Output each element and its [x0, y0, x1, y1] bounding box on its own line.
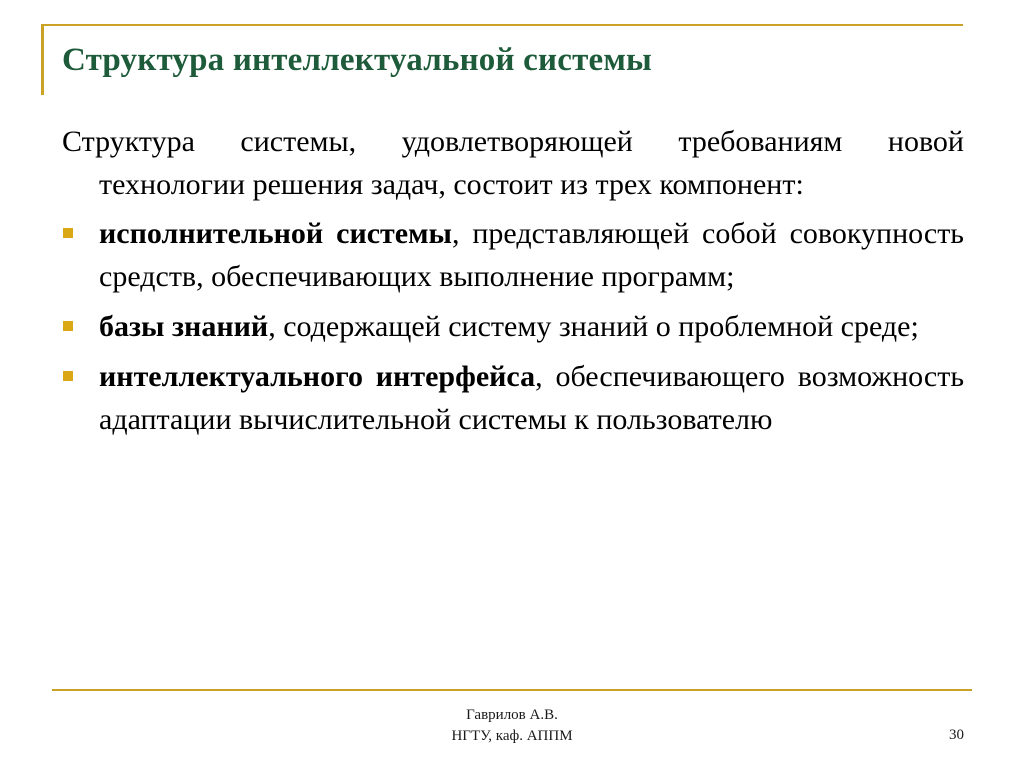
- footer-author: Гаврилов А.В.: [466, 707, 558, 723]
- bullet-item-intelligent-interface: [62, 355, 964, 441]
- bullet-text: , представляющей собой совокупность средств, обеспечивающих выполнение программ;: [99, 217, 964, 293]
- bullet-item-knowledge-base: [62, 305, 964, 348]
- square-bullet-icon: [63, 228, 73, 238]
- footer-credits: [0, 705, 1024, 747]
- slide-title: Структура интеллектуальной системы: [62, 42, 652, 78]
- title-top-rule: [41, 24, 963, 26]
- bullet-text: , обеспечивающего возможность адаптации вычислительной системы к пользователю: [99, 360, 965, 436]
- bullet-term: интеллектуального интерфейса: [99, 360, 536, 393]
- bullet-term: исполнительной системы: [99, 217, 452, 250]
- bullet-text: , содержащей систему знаний о проблемной среде;: [268, 310, 919, 343]
- title-left-rule: [41, 24, 44, 95]
- square-bullet-icon: [63, 371, 73, 381]
- page-number: 30: [949, 727, 964, 743]
- footer-rule: [52, 689, 972, 691]
- bullet-list: [62, 212, 964, 441]
- intro-paragraph: Структура системы, удовлетворяющей требованиям новой технологии решения задач, состоит из трех компонент:: [62, 125, 964, 201]
- square-bullet-icon: [63, 321, 73, 331]
- slide-content: [62, 120, 964, 448]
- bullet-item-executive-system: [62, 212, 964, 298]
- footer-affiliation: НГТУ, каф. АППМ: [451, 728, 573, 744]
- bullet-term: базы знаний: [99, 310, 269, 343]
